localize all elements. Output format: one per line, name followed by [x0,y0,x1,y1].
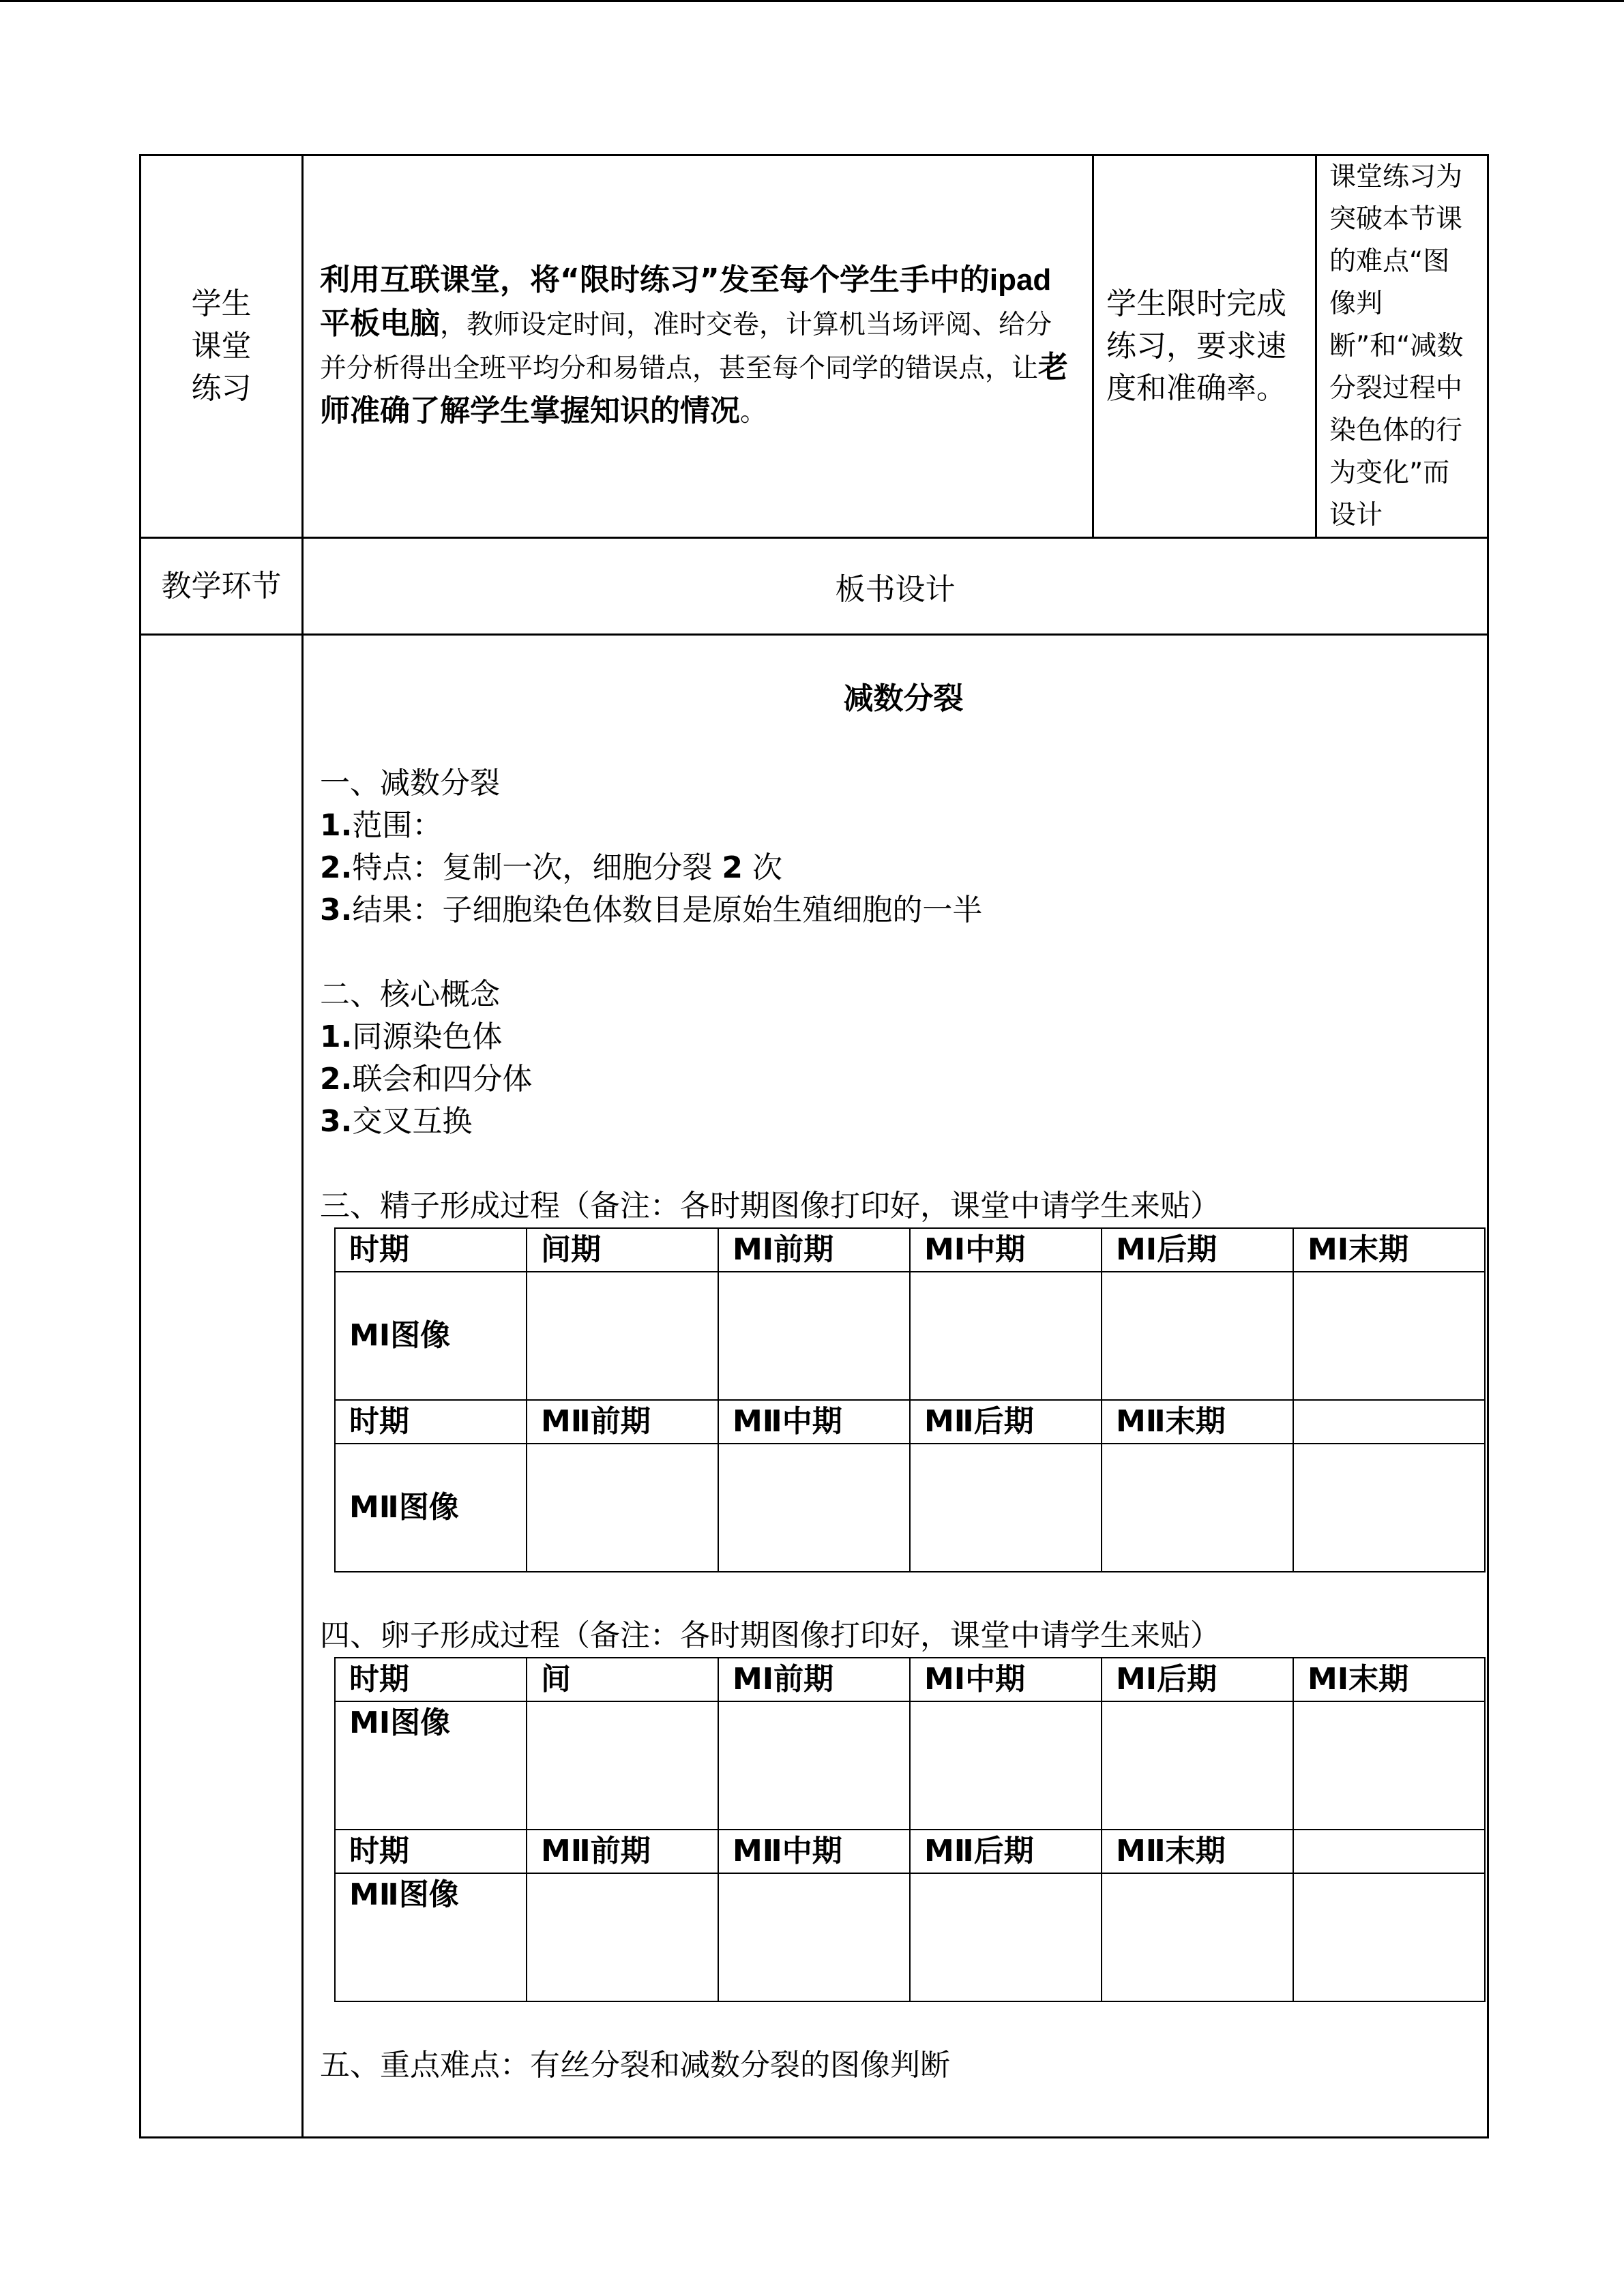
image-slot [910,1873,1102,2001]
spacer [320,720,1487,762]
item-number: 2. [320,1062,353,1097]
image-row-label: MⅠ图像 [335,1272,527,1400]
image-row [335,1873,1485,2001]
spacer [320,1143,1487,1185]
section2-item-1 [320,1016,1487,1058]
spacer [320,2002,1487,2044]
practice-desc-middle: ，教师设定时间，准时交卷，计算机当场评阅、给分并分析得出全班平均分和易错点，甚至每个同学的错误点，让 [320,310,1052,384]
section4-title: 四、卵子形成过程（备注：各时期图像打印好，课堂中请学生来贴） [320,1618,1220,1653]
stage-cell: MⅡ中期 [718,1400,910,1444]
student-activity-text: 学生限时完成练习，要求速度和准确率。 [1106,286,1286,406]
stage-cell [1293,1830,1485,1873]
image-slot [910,1701,1102,1830]
stage-cell: MⅠ末期 [1293,1228,1485,1272]
item-text: 交叉互换 [352,1104,473,1139]
image-slot [527,1272,718,1400]
practice-label: 学生 课堂 练习 [191,286,252,406]
stage-cell: MⅡ末期 [1102,1400,1293,1444]
practice-desc-tablet: 平板电脑 [320,306,440,341]
spacer [320,1572,1487,1615]
section3-title: 三、精子形成过程（备注：各时期图像打印好，课堂中请学生来贴） [320,1189,1220,1223]
image-slot [1293,1873,1485,2001]
item-text: 特点：复制一次，细胞分裂 [352,850,722,885]
board-empty-label-cell [141,635,303,2138]
image-row [335,1272,1485,1400]
image-slot [718,1701,910,1830]
item-text: 联会和四分体 [352,1062,533,1097]
image-slot [718,1873,910,2001]
item-number: 3. [320,893,353,927]
top-border-line [0,0,1624,2]
sperm-formation-table [334,1227,1486,1572]
item-text-tail: 次 [742,850,782,885]
stage-cell: 时期 [335,1830,527,1873]
board-content-cell [303,635,1488,2138]
stage-cell: MⅠ后期 [1102,1228,1293,1272]
section-label: 教学环节 [161,568,282,603]
stage-cell: MⅠ末期 [1293,1658,1485,1701]
image-slot [1293,1701,1485,1830]
image-slot [718,1272,910,1400]
stage-cell: MⅡ中期 [718,1830,910,1873]
stage-cell: MⅡ前期 [527,1830,718,1873]
practice-description-cell [303,155,1093,538]
stage-cell: MⅠ中期 [910,1658,1102,1701]
board-heading: 减数分裂 [843,681,964,716]
image-slot [1293,1272,1485,1400]
image-slot [1102,1701,1293,1830]
stage-row [335,1228,1485,1272]
student-activity-cell [1093,155,1316,538]
section2-item-2 [320,1058,1487,1101]
stage-row [335,1400,1485,1444]
item-inline-number: 2 [722,850,743,885]
egg-formation-table [334,1657,1486,2002]
section1-item-1 [320,805,1487,847]
board-design-title-cell [303,538,1488,635]
item-text: 结果：子细胞染色体数目是原始生殖细胞的一半 [352,893,983,927]
section2-title: 二、核心概念 [320,977,500,1012]
image-row [335,1701,1485,1830]
practice-desc-ipad: ipad [989,263,1052,297]
image-slot [527,1444,718,1572]
item-text: 范围： [352,808,443,843]
image-slot [718,1444,910,1572]
board-design-title: 板书设计 [835,571,956,607]
section2-item-3 [320,1101,1487,1143]
image-slot [910,1444,1102,1572]
item-text: 同源染色体 [352,1019,503,1054]
stage-cell: 时期 [335,1658,527,1701]
stage-cell: MⅠ中期 [910,1228,1102,1272]
section1-item-3 [320,889,1487,931]
design-intent-text: 课堂练习为突破本节课的难点“图像判断”和“减数分裂过程中染色体的行为变化”而设计 [1329,162,1464,531]
item-number: 3. [320,1104,353,1139]
stage-cell: 时期 [335,1228,527,1272]
lesson-plan-table [139,154,1489,2138]
section5-title: 五、重点难点：有丝分裂和减数分裂的图像判断 [320,2048,950,2083]
stage-cell: MⅡ末期 [1102,1830,1293,1873]
stage-cell: MⅡ后期 [910,1400,1102,1444]
section1-title: 一、减数分裂 [320,766,500,801]
stage-cell: MⅠ后期 [1102,1658,1293,1701]
image-slot [1102,1444,1293,1572]
section1-item-2 [320,847,1487,889]
stage-cell: 间 [527,1658,718,1701]
design-intent-cell [1316,155,1488,538]
image-row-label: MⅡ图像 [335,1873,527,2001]
stage-cell: MⅡ前期 [527,1400,718,1444]
item-number: 2. [320,850,353,885]
practice-desc-end: 老师准确了解学生掌握知识的情况 [320,350,1069,428]
practice-desc-period: 。 [740,397,767,428]
image-slot [527,1701,718,1830]
image-slot [527,1873,718,2001]
item-number: 1. [320,808,353,843]
item-number: 1. [320,1019,353,1054]
image-row-label: MⅡ图像 [335,1444,527,1572]
board-row [141,635,1488,2138]
stage-row [335,1658,1485,1701]
image-slot [1102,1272,1293,1400]
stage-cell: 时期 [335,1400,527,1444]
stage-cell: MⅠ前期 [718,1228,910,1272]
stage-cell: MⅠ前期 [718,1658,910,1701]
practice-row [141,155,1488,538]
stage-cell [1293,1400,1485,1444]
image-row [335,1444,1485,1572]
image-row-label: MⅠ图像 [335,1701,527,1830]
stage-cell: 间期 [527,1228,718,1272]
spacer [320,931,1487,974]
stage-cell: MⅡ后期 [910,1830,1102,1873]
image-slot [910,1272,1102,1400]
header-row [141,538,1488,635]
practice-label-cell [141,155,303,538]
practice-desc-lead: 利用互联课堂，将“限时练习”发至每个学生手中的 [320,263,990,297]
section-label-cell [141,538,303,635]
stage-row [335,1830,1485,1873]
image-slot [1102,1873,1293,2001]
image-slot [1293,1444,1485,1572]
